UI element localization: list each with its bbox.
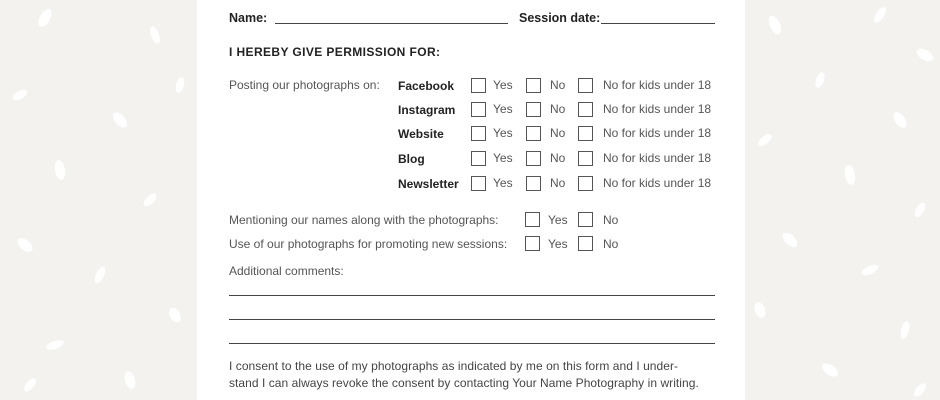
option-kids-label: No for kids under 18 <box>603 176 712 190</box>
consent-line-1: I consent to the use of my photographs as indicated by me on this form and I under- <box>229 359 679 373</box>
option-no-label: No <box>550 78 566 92</box>
comment-line-1[interactable] <box>229 295 715 296</box>
option-no-label: No <box>550 126 566 140</box>
additional-comments-label: Additional comments: <box>229 264 344 278</box>
instagram-no-checkbox[interactable] <box>526 102 541 117</box>
option-yes-label: Yes <box>548 237 568 251</box>
platform-label: Website <box>398 127 444 141</box>
mention-names-label: Mentioning our names along with the photographs: <box>229 213 499 227</box>
promotion-label: Use of our photographs for promoting new sessions: <box>229 237 508 251</box>
facebook-yes-checkbox[interactable] <box>471 78 486 93</box>
website-no-kids-checkbox[interactable] <box>578 126 593 141</box>
promotion-yes-checkbox[interactable] <box>525 236 540 251</box>
option-no-label: No <box>550 102 566 116</box>
website-no-checkbox[interactable] <box>526 126 541 141</box>
instagram-no-kids-checkbox[interactable] <box>578 102 593 117</box>
option-yes-label: Yes <box>493 176 513 190</box>
option-kids-label: No for kids under 18 <box>603 126 712 140</box>
option-yes-label: Yes <box>493 102 513 116</box>
newsletter-no-checkbox[interactable] <box>526 176 541 191</box>
consent-line-2: stand I can always revoke the consent by contacting Your Name Photography in writing. <box>229 376 699 390</box>
permission-heading: I HEREBY GIVE PERMISSION FOR: <box>229 45 441 59</box>
session-date-label: Session date: <box>519 11 601 25</box>
option-yes-label: Yes <box>548 213 568 227</box>
option-no-label: No <box>603 237 619 251</box>
option-kids-label: No for kids under 18 <box>603 78 712 92</box>
consent-statement <box>229 358 719 392</box>
platform-label: Blog <box>398 152 425 166</box>
newsletter-no-kids-checkbox[interactable] <box>578 176 593 191</box>
option-yes-label: Yes <box>493 78 513 92</box>
platform-label: Newsletter <box>398 177 459 191</box>
option-kids-label: No for kids under 18 <box>603 102 712 116</box>
platform-label: Facebook <box>398 79 455 93</box>
option-kids-label: No for kids under 18 <box>603 151 712 165</box>
option-no-label: No <box>550 176 566 190</box>
newsletter-yes-checkbox[interactable] <box>471 176 486 191</box>
name-field-line[interactable] <box>275 23 508 24</box>
consent-form-sheet <box>197 0 745 400</box>
facebook-no-kids-checkbox[interactable] <box>578 78 593 93</box>
name-label: Name: <box>229 11 268 25</box>
option-no-label: No <box>603 213 619 227</box>
instagram-yes-checkbox[interactable] <box>471 102 486 117</box>
platform-label: Instagram <box>398 103 456 117</box>
website-yes-checkbox[interactable] <box>471 126 486 141</box>
blog-no-checkbox[interactable] <box>526 151 541 166</box>
promotion-no-checkbox[interactable] <box>578 236 593 251</box>
comment-line-3[interactable] <box>229 343 715 344</box>
comment-line-2[interactable] <box>229 319 715 320</box>
option-yes-label: Yes <box>493 151 513 165</box>
mention-names-no-checkbox[interactable] <box>578 212 593 227</box>
mention-names-yes-checkbox[interactable] <box>525 212 540 227</box>
option-yes-label: Yes <box>493 126 513 140</box>
option-no-label: No <box>550 151 566 165</box>
posting-label: Posting our photographs on: <box>229 78 380 92</box>
blog-yes-checkbox[interactable] <box>471 151 486 166</box>
blog-no-kids-checkbox[interactable] <box>578 151 593 166</box>
facebook-no-checkbox[interactable] <box>526 78 541 93</box>
session-date-field-line[interactable] <box>601 23 715 24</box>
